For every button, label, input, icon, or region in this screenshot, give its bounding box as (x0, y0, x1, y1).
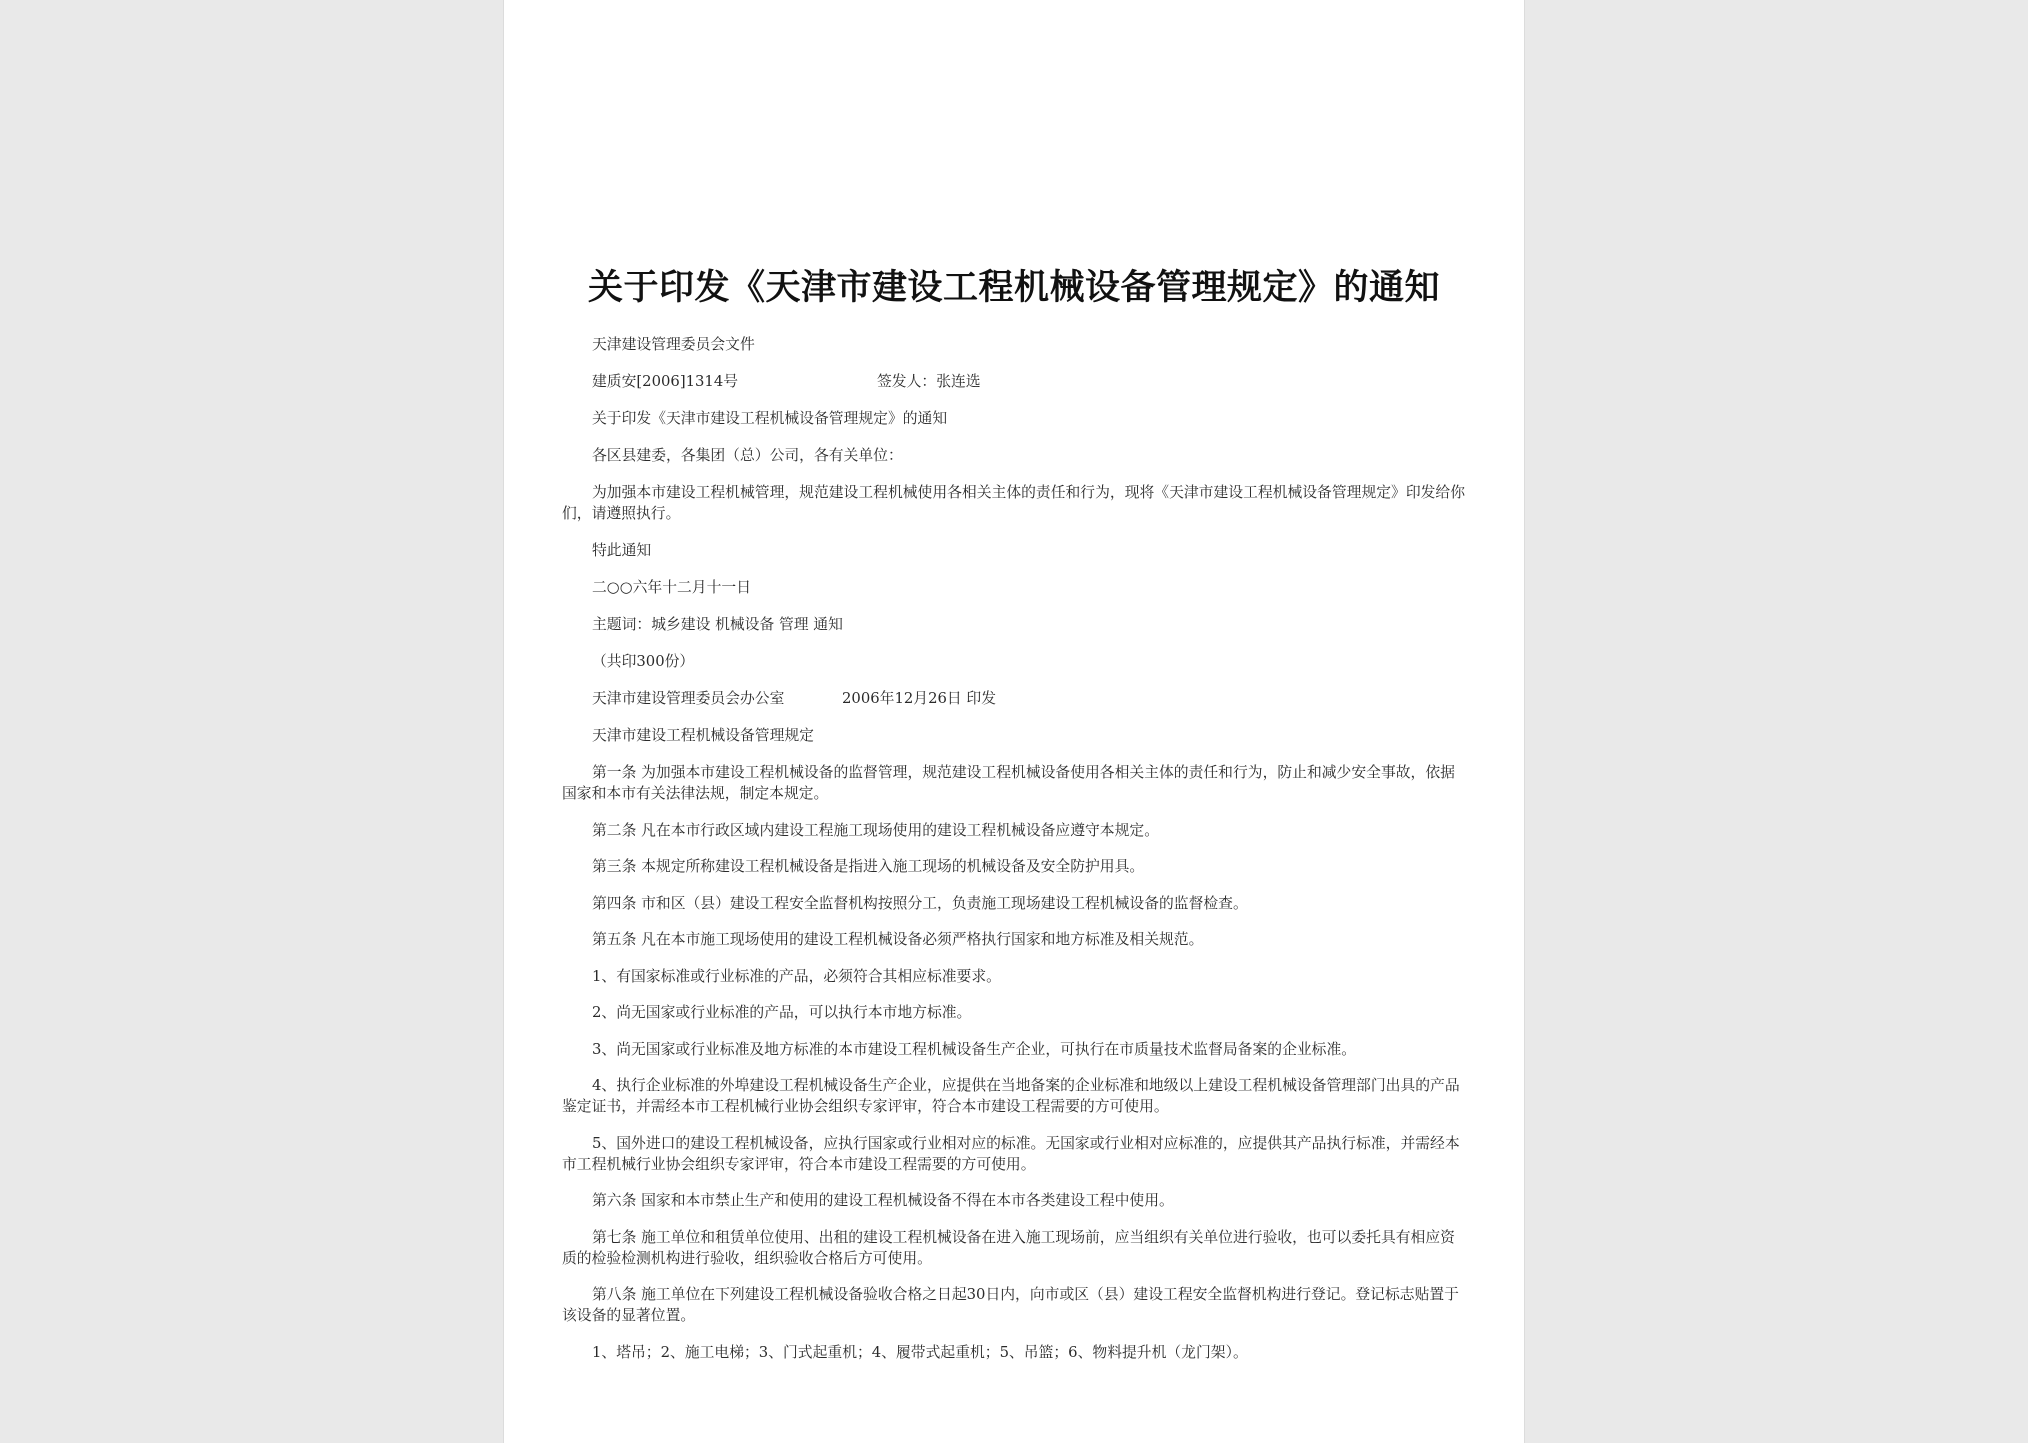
print-date: 2006年12月26日 印发 (842, 690, 997, 707)
paragraph: 第一条 为加强本市建设工程机械设备的监督管理，规范建设工程机械设备使用各相关主体的责任和行为，防止和减少安全事故，依据国家和本市有关法律法规，制定本规定。 (562, 764, 1455, 802)
copies: （共印300份） (592, 653, 695, 670)
issuer-line: 天津建设管理委员会文件 (592, 336, 755, 353)
recipients: 各区县建委，各集团（总）公司，各有关单位： (592, 447, 903, 464)
paragraph: 第五条 凡在本市施工现场使用的建设工程机械设备必须严格执行国家和地方标准及相关规范。 (592, 931, 1204, 948)
intro-paragraph: 为加强本市建设工程机械管理，规范建设工程机械使用各相关主体的责任和行为，现将《天津市建设工程机械设备管理规定》印发给你们，请遵照执行。 (562, 484, 1466, 522)
paragraph: 第六条 国家和本市禁止生产和使用的建设工程机械设备不得在本市各类建设工程中使用。 (592, 1192, 1174, 1209)
doc-number-row (562, 371, 1466, 392)
office: 天津市建设管理委员会办公室 (592, 690, 785, 707)
list-item: 1、有国家标准或行业标准的产品，必须符合其相应标准要求。 (592, 967, 1001, 985)
list-item: 1、塔吊；2、施工电梯；3、门式起重机；4、履带式起重机；5、吊篮；6、物料提升机（龙门架）。 (592, 1343, 1248, 1361)
paragraph: 第四条 市和区（县）建设工程安全监督机构按照分工，负责施工现场建设工程机械设备的监督检查。 (592, 894, 1248, 912)
paragraph: 第二条 凡在本市行政区域内建设工程施工现场使用的建设工程机械设备应遵守本规定。 (592, 821, 1159, 839)
paragraph: 第八条 施工单位在下列建设工程机械设备验收合格之日起30日内，向市或区（县）建设工程安全监督机构进行登记。登记标志贴置于该设备的显著位置。 (562, 1286, 1459, 1324)
list-item: 4、执行企业标准的外埠建设工程机械设备生产企业，应提供在当地备案的企业标准和地级以上建设工程机械设备管理部门出具的产品鉴定证书，并需经本市工程机械行业协会组织专家评审，符合本市建设工程需要的方可使用。 (562, 1077, 1460, 1115)
paragraph: 第七条 施工单位和租赁单位使用、出租的建设工程机械设备在进入施工现场前，应当组织有关单位进行验收，也可以委托具有相应资质的检验检测机构进行验收，组织验收合格后方可使用。 (562, 1228, 1455, 1267)
office-row (562, 688, 1466, 709)
keywords: 主题词：城乡建设 机械设备 管理 通知 (592, 616, 843, 633)
paragraph: 第三条 本规定所称建设工程机械设备是指进入施工现场的机械设备及安全防护用具。 (592, 858, 1145, 875)
rules-title: 天津市建设工程机械设备管理规定 (592, 727, 814, 744)
doc-number: 建质安[2006]1314号 (592, 373, 739, 390)
closing: 特此通知 (592, 542, 652, 559)
issue-date: 二○○六年十二月十一日 (592, 579, 751, 596)
signer: 签发人：张连选 (877, 373, 981, 390)
document-page (504, 0, 1524, 1443)
list-item: 3、尚无国家或行业标准及地方标准的本市建设工程机械设备生产企业，可执行在市质量技术监督局备案的企业标准。 (592, 1040, 1357, 1058)
document-content (562, 260, 1466, 1378)
list-item: 5、国外进口的建设工程机械设备，应执行国家或行业相对应的标准。无国家或行业相对应标准的，应提供其产品执行标准，并需经本市工程机械行业协会组织专家评审，符合本市建设工程需要的方可使用。 (562, 1134, 1460, 1173)
subject-line: 关于印发《天津市建设工程机械设备管理规定》的通知 (592, 410, 948, 427)
page-title: 关于印发《天津市建设工程机械设备管理规定》的通知 (587, 267, 1440, 308)
list-item: 2、尚无国家或行业标准的产品，可以执行本市地方标准。 (592, 1004, 972, 1021)
